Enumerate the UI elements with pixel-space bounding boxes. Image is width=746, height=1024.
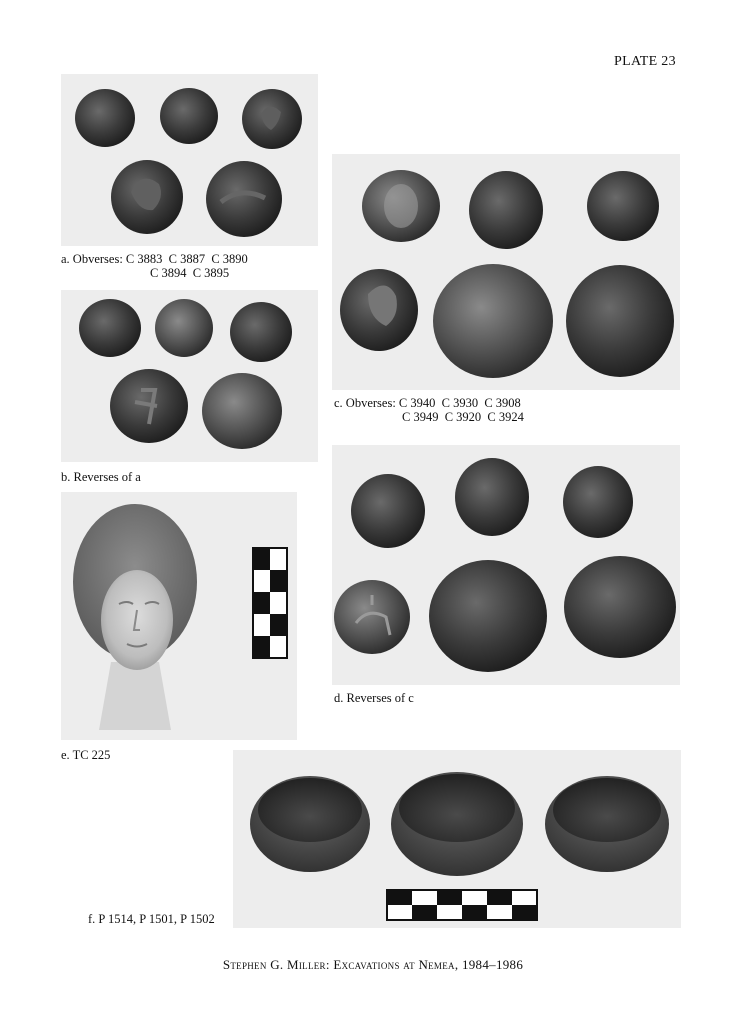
coins-d-image <box>332 445 680 685</box>
photo-panel-e <box>61 492 297 740</box>
footer-author: Stephen G. Miller <box>222 957 326 972</box>
caption-b: b. Reverses of a <box>61 470 141 484</box>
caption-a-line1: a. Obverses: C 3883 C 3887 C 3890 <box>61 252 248 266</box>
caption-a-line2: C 3894 C 3895 <box>150 266 230 280</box>
caption-f: f. P 1514, P 1501, P 1502 <box>88 912 215 926</box>
caption-e: e. TC 225 <box>61 748 111 762</box>
plate-number: PLATE 23 <box>614 54 676 69</box>
photo-panel-d <box>332 445 680 685</box>
caption-d: d. Reverses of c <box>334 691 414 705</box>
caption-c-line2: C 3949 C 3920 C 3924 <box>402 410 524 424</box>
footer-colon: : <box>325 957 334 972</box>
running-footer <box>0 957 746 973</box>
footer-comma: , <box>454 957 462 972</box>
terracotta-head-image <box>61 492 297 740</box>
bowls-image <box>233 750 681 928</box>
photo-panel-a <box>61 74 318 246</box>
footer-title: Excavations at Nemea <box>333 957 455 972</box>
caption-c-line1: c. Obverses: C 3940 C 3930 C 3908 <box>334 396 521 410</box>
coins-c-image <box>332 154 680 390</box>
photo-panel-b <box>61 290 318 462</box>
photo-panel-f <box>233 750 681 928</box>
photo-panel-c <box>332 154 680 390</box>
coins-b-image <box>61 290 318 462</box>
footer-years: 1984–1986 <box>461 957 524 972</box>
coins-a-image <box>61 74 318 246</box>
